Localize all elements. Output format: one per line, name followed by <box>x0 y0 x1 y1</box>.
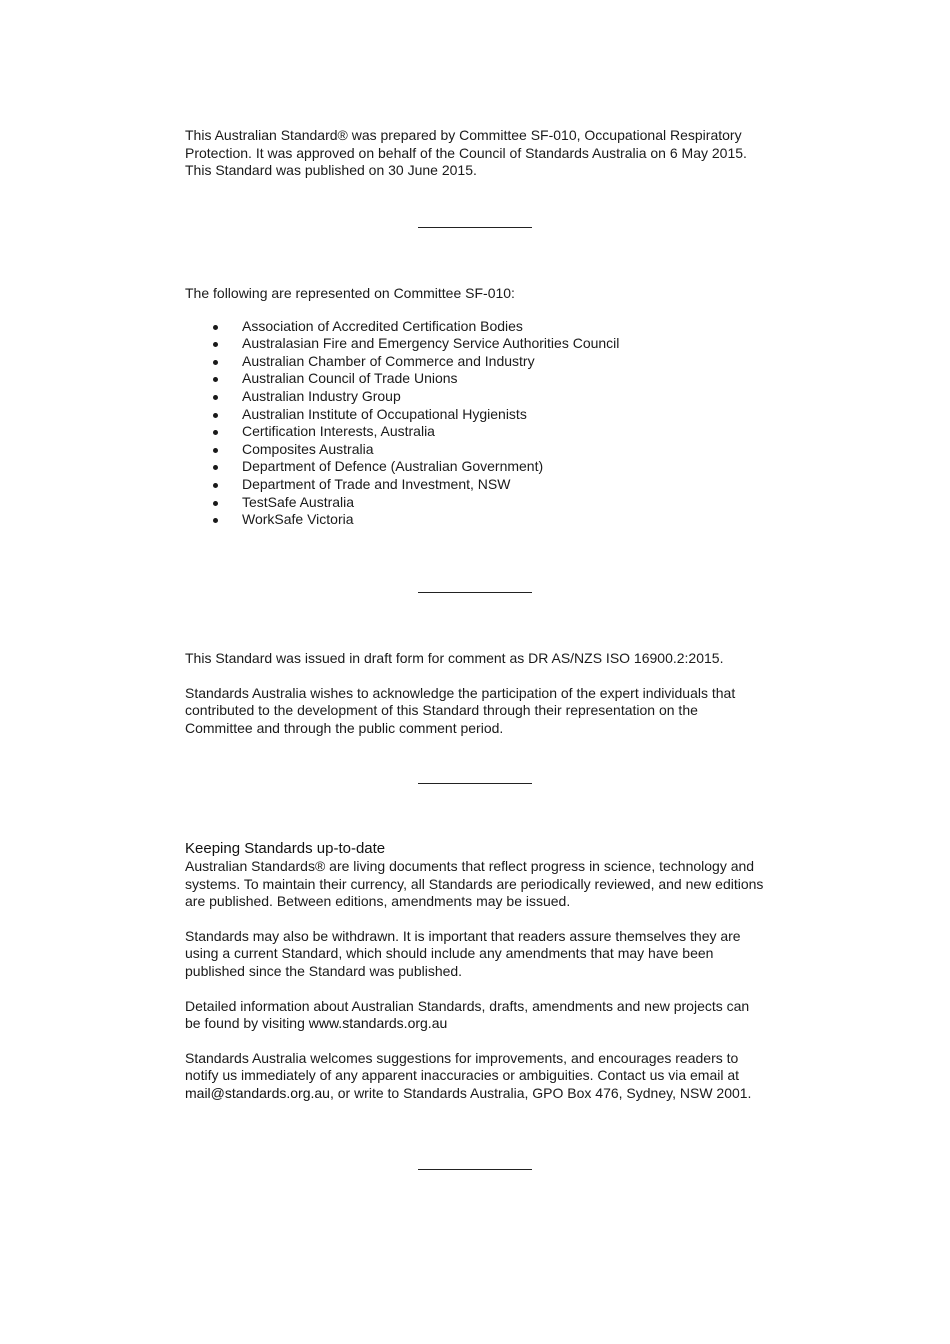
suggestions-suffix: , or write to Standards Australia, GPO Box 476, Sydney, NSW 2001. <box>329 1084 752 1101</box>
list-item <box>185 441 775 459</box>
member-name: Australasian Fire and Emergency Service Authorities Council <box>242 335 620 352</box>
draft-issued-text: This Standard was issued in draft form for comment as DR AS/NZS ISO 16900.2:2015. <box>185 650 724 666</box>
list-item <box>185 388 775 406</box>
list-item <box>185 370 775 388</box>
detailed-info-text <box>185 998 775 1033</box>
list-item <box>185 353 775 371</box>
list-item <box>185 511 775 529</box>
draft-section <box>185 650 775 737</box>
member-name: Department of Defence (Australian Government) <box>242 458 544 475</box>
committee-member-list <box>185 318 775 529</box>
living-documents-text: Australian Standards® are living documents that reflect progress in science, technology and systems. To maintain their currency, all Standards are periodically reviewed, and new editions are published. Between editions, amendments may be issued. <box>185 858 764 910</box>
bullet-icon <box>213 377 218 382</box>
member-name: Australian Council of Trade Unions <box>242 370 458 387</box>
member-name: TestSafe Australia <box>242 493 355 510</box>
email-link[interactable]: mail@standards.org.au <box>185 1084 330 1101</box>
list-item <box>185 458 775 476</box>
bullet-icon <box>213 501 218 506</box>
list-item <box>185 423 775 441</box>
preparation-section <box>185 127 775 180</box>
member-name: Composites Australia <box>242 440 374 457</box>
bullet-icon <box>213 483 218 488</box>
suggestions-text <box>185 1050 775 1103</box>
committee-section <box>185 285 775 529</box>
acknowledgement-text: Standards Australia wishes to acknowledge the participation of the expert individuals that contributed to the development of this Standard through their representation on the Committee and through the public comment period. <box>185 684 736 736</box>
bullet-icon <box>213 360 218 365</box>
bullet-icon <box>213 342 218 347</box>
keeping-standards-section <box>185 840 775 1103</box>
suggestions-prefix: Standards Australia welcomes suggestions for improvements, and encourages readers to notify us immediately of any apparent inaccuracies or ambiguities. Contact us via email at <box>185 1049 740 1084</box>
bullet-icon <box>213 448 218 453</box>
bullet-icon <box>213 413 218 418</box>
website-link[interactable]: www.standards.org.au <box>308 1015 448 1032</box>
bullet-icon <box>213 395 218 400</box>
preparation-text: This Australian Standard® was prepared by Committee SF-010, Occupational Respiratory Protection. It was approved on behalf of the Council of Standards Australia on 6 May 2015. This Standard was published on 30 June 2015. <box>185 127 747 179</box>
list-item <box>185 476 775 494</box>
section-divider <box>418 227 532 228</box>
bullet-icon <box>213 518 218 523</box>
member-name: Certification Interests, Australia <box>242 423 435 440</box>
section-divider <box>418 592 532 593</box>
withdrawn-text: Standards may also be withdrawn. It is important that readers assure themselves they are using a current Standard, which should include any amendments that may have been published since the Standard was published. <box>185 927 741 979</box>
member-name: Department of Trade and Investment, NSW <box>242 475 511 492</box>
bullet-icon <box>213 465 218 470</box>
bullet-icon <box>213 430 218 435</box>
member-name: Australian Institute of Occupational Hygienists <box>242 405 527 422</box>
section-divider <box>418 1169 532 1170</box>
list-item <box>185 335 775 353</box>
member-name: WorkSafe Victoria <box>242 511 354 528</box>
member-name: Association of Accredited Certification Bodies <box>242 317 523 334</box>
list-item <box>185 318 775 336</box>
list-item <box>185 494 775 512</box>
member-name: Australian Chamber of Commerce and Industry <box>242 352 535 369</box>
bullet-icon <box>213 325 218 330</box>
committee-intro: The following are represented on Committee SF-010: <box>185 285 515 301</box>
member-name: Australian Industry Group <box>242 387 401 404</box>
detailed-info-prefix: Detailed information about Australian Standards, drafts, amendments and new projects can be found by visiting <box>185 997 750 1032</box>
section-divider <box>418 783 532 784</box>
list-item <box>185 406 775 424</box>
keeping-standards-heading: Keeping Standards up-to-date <box>185 840 386 857</box>
